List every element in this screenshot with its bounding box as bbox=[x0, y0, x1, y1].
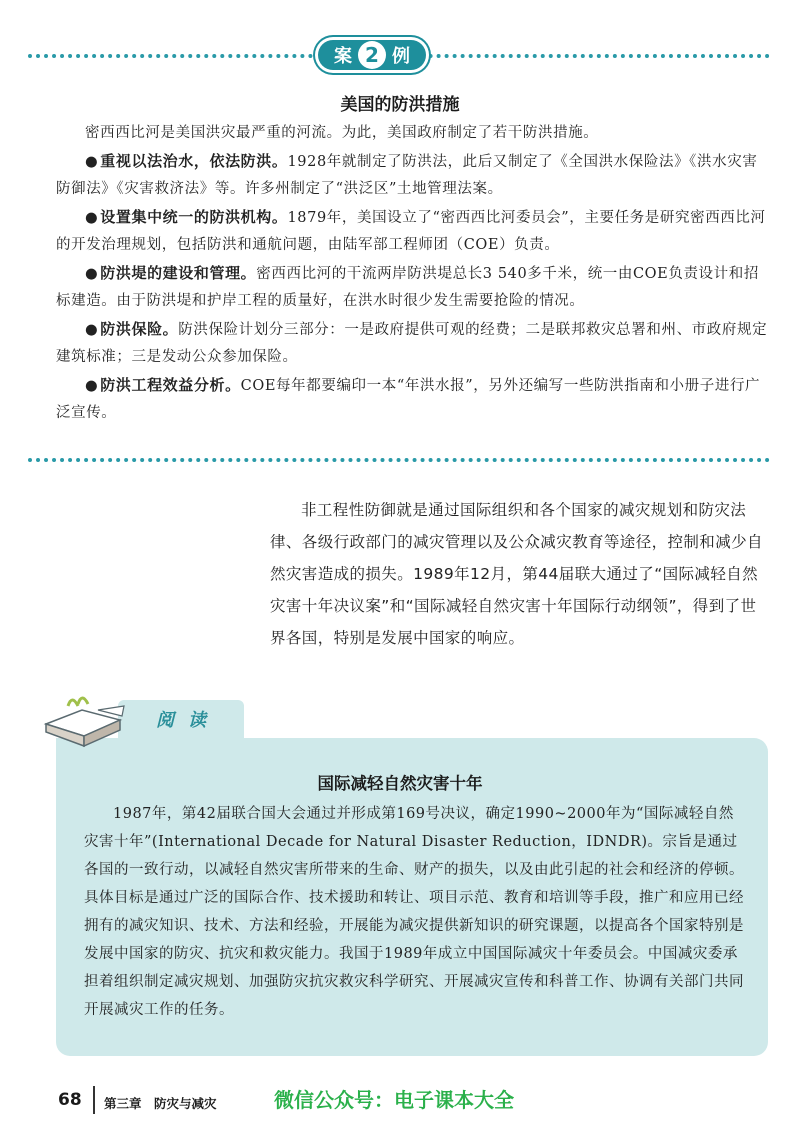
case-item-text: 密西西比河的干流两岸防洪堤总长3 540多千米，统一由COE负责设计和招标建造。由于防洪堤和护岸工程的质量好，在洪水时很少发生需要抢险的情况。 bbox=[56, 265, 759, 309]
case-item-text: 防洪保险计划分三部分：一是政府提供可观的经费；二是联邦救灾总署和州、市政府规定建筑标准；三是发动公众参加保险。 bbox=[56, 321, 768, 365]
case-item-head: 设置集中统一的防洪机构。 bbox=[100, 207, 288, 226]
case-item-head: 防洪堤的建设和管理。 bbox=[100, 263, 257, 282]
reading-title: 国际减轻自然灾害十年 bbox=[317, 774, 483, 793]
case-item bbox=[56, 260, 772, 316]
case-item-head: 重视以法治水，依法防洪。 bbox=[100, 151, 288, 170]
main-paragraph bbox=[270, 494, 770, 654]
bullet-icon: ● bbox=[85, 376, 99, 394]
case-badge-left: 案 bbox=[334, 46, 352, 67]
case-bottom-dotted-rule bbox=[28, 458, 770, 462]
case-intro: 密西西比河是美国洪灾最严重的河流。为此，美国政府制定了若干防洪措施。 bbox=[85, 125, 599, 141]
case-item-text: 1928年就制定了防洪法，此后又制定了《全国洪水保险法》《洪水灾害防御法》《灾害救济法》等。许多州制定了“洪泛区”土地管理法案。 bbox=[56, 153, 758, 197]
footer-divider bbox=[93, 1086, 95, 1114]
book-icon bbox=[38, 690, 128, 750]
main-paragraph-text: 非工程性防御就是通过国际组织和各个国家的减灾规划和防灾法律、各级行政部门的减灾管理以及公众减灾教育等途径，控制和减少自然灾害造成的损失。1989年12月，第44届联大通过了“国际减轻自然灾害十年决议案”和“国际减轻自然灾害十年国际行动纲领”，得到了世界各国，特别是发展中国家的响应。 bbox=[270, 501, 763, 647]
reading-body bbox=[84, 800, 744, 1024]
case-badge-right: 例 bbox=[392, 46, 410, 67]
case-item-text: COE每年都要编印一本“年洪水报”，另外还编写一些防洪指南和小册子进行广泛宣传。 bbox=[56, 377, 761, 421]
case-item bbox=[56, 148, 772, 204]
case-item-head: 防洪工程效益分析。 bbox=[100, 375, 241, 394]
reading-tab bbox=[118, 700, 244, 738]
case-item-text: 1879年，美国设立了“密西西比河委员会”，主要任务是研究密西西比河的开发治理规划，包括防洪和通航问题，由陆军部工程师团（COE）负责。 bbox=[56, 209, 766, 253]
case-item bbox=[56, 316, 772, 372]
case-badge-number: 2 bbox=[358, 41, 386, 69]
case-item bbox=[56, 204, 772, 260]
chapter-label: 第三章 防灾与减灾 bbox=[104, 1096, 217, 1111]
case-badge bbox=[318, 40, 426, 70]
reading-tab-char: 阅 bbox=[156, 710, 174, 731]
watermark-text: 微信公众号：电子课本大全 bbox=[274, 1088, 514, 1112]
case-body bbox=[56, 120, 772, 428]
reading-tab-char: 读 bbox=[188, 710, 206, 731]
bullet-icon: ● bbox=[85, 208, 99, 226]
page-number: 68 bbox=[58, 1090, 82, 1110]
bullet-icon: ● bbox=[85, 264, 99, 282]
case-item-head: 防洪保险。 bbox=[100, 319, 179, 338]
bullet-icon: ● bbox=[85, 320, 99, 338]
case-title: 美国的防洪措施 bbox=[340, 95, 460, 115]
reading-body-text: 1987年，第42届联合国大会通过并形成第169号决议，确定1990~2000年为“国际减轻自然灾害十年”(International Decade for Natural Disaster Reduction，IDNDR)。宗旨是通过各国的一致行动，以减轻自然灾害所带来的生命、财产的损失，以及由此引起的社会和经济的停顿。具体目标是通过广泛的国际合作、技术援助和转让、项目示范、教育和培训等手段，推广和应用已经拥有的减灾知识、技术、方法和经验，开展能为减灾提供新知识的研究课题，以提高各个国家特别是发展中国家的防灾、抗灾和救灾能力。我国于1989年成立中国国际减灾十年委员会。中国减灾委承担着组织制定减灾规划、加强防灾抗灾救灾科学研究、开展减灾宣传和科普工作、协调有关部门共同开展减灾工作的任务。 bbox=[84, 806, 744, 1018]
case-item bbox=[56, 372, 772, 428]
bullet-icon: ● bbox=[85, 152, 99, 170]
